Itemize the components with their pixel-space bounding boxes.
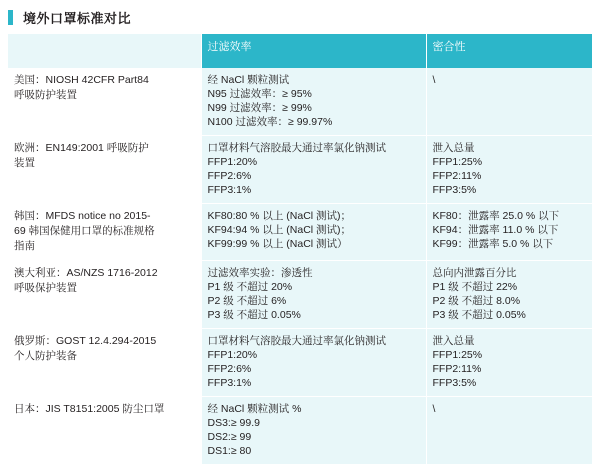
cell-filtration: 经 NaCl 颗粒测试 % DS3:≥ 99.9 DS2:≥ 99 DS1:≥ 80 [201, 397, 426, 464]
table-row [8, 261, 592, 329]
cell-fit: \ [426, 397, 592, 464]
page-title-text: 境外口罩标准对比 [23, 8, 131, 27]
column-header-fit: 密合性 [426, 34, 592, 68]
cell-fit: KF80：泄露率 25.0 % 以下 KF94：泄露率 11.0 % 以下 KF99：泄露率 5.0 % 以下 [426, 204, 592, 261]
mask-standards-comparison-table [8, 34, 592, 464]
cell-filtration: 口罩材料气溶胶最大通过率氯化钠测试 FFP1:20% FFP2:6% FFP3:1% [201, 329, 426, 397]
cell-filtration: 过滤效率实验：渗透性 P1 级 不超过 20% P2 级 不超过 6% P3 级 不超过 0.05% [201, 261, 426, 329]
column-header-filtration: 过滤效率 [201, 34, 426, 68]
table-row [8, 68, 592, 136]
cell-fit: 泄入总量 FFP1:25% FFP2:11% FFP3:5% [426, 329, 592, 397]
title-accent-bar [8, 10, 13, 25]
table-row [8, 329, 592, 397]
cell-standard: 澳大利亚：AS/NZS 1716-2012 呼吸保护装置 [8, 261, 201, 329]
cell-standard: 日本：JIS T8151:2005 防尘口罩 [8, 397, 201, 464]
column-header-standard [8, 34, 201, 68]
cell-fit: 总向内泄露百分比 P1 级 不超过 22% P2 级 不超过 8.0% P3 级 不超过 0.05% [426, 261, 592, 329]
cell-standard: 美国：NIOSH 42CFR Part84 呼吸防护装置 [8, 68, 201, 136]
cell-fit: \ [426, 68, 592, 136]
page-title [0, 0, 600, 34]
cell-filtration: 经 NaCl 颗粒测试 N95 过滤效率：≥ 95% N99 过滤效率：≥ 99% N100 过滤效率：≥ 99.97% [201, 68, 426, 136]
cell-standard: 韩国：MFDS notice no 2015- 69 韩国保健用口罩的标准规格 指南 [8, 204, 201, 261]
cell-fit: 泄入总量 FFP1:25% FFP2:11% FFP3:5% [426, 136, 592, 204]
cell-filtration: 口罩材料气溶胶最大通过率氯化钠测试 FFP1:20% FFP2:6% FFP3:1% [201, 136, 426, 204]
table-body [8, 68, 592, 464]
table-row [8, 397, 592, 464]
cell-standard: 欧洲：EN149:2001 呼吸防护 装置 [8, 136, 201, 204]
table-row [8, 204, 592, 261]
table-header [8, 34, 592, 68]
cell-filtration: KF80:80 % 以上 (NaCl 测试)； KF94:94 % 以上 (NaCl 测试)； KF99:99 % 以上 (NaCl 测试） [201, 204, 426, 261]
table-row [8, 136, 592, 204]
table-header-row [8, 34, 592, 68]
cell-standard: 俄罗斯：GOST 12.4.294-2015 个人防护装备 [8, 329, 201, 397]
